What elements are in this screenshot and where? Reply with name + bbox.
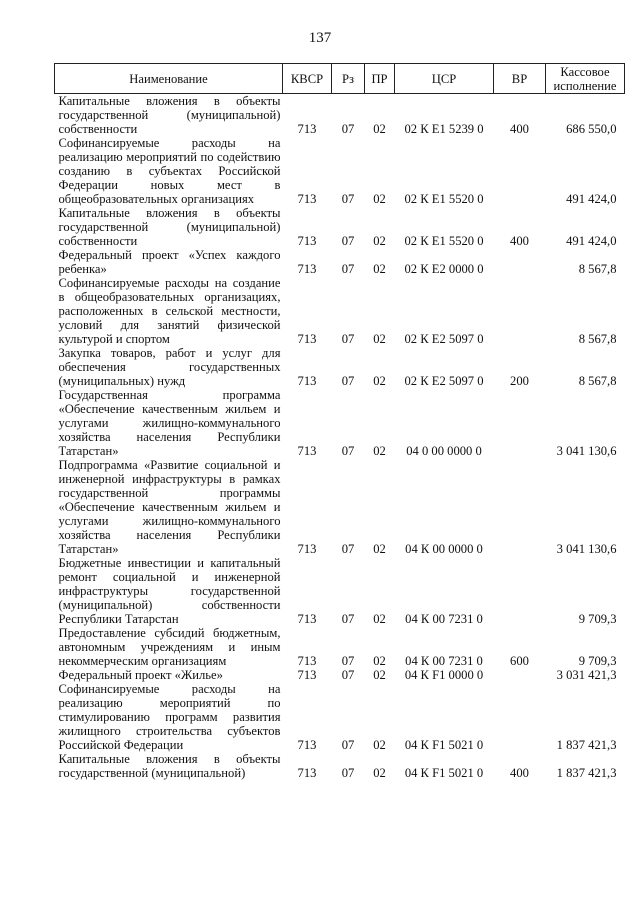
cell-kvsr: 713 <box>297 234 317 248</box>
cell-exec: 3 041 130,6 <box>556 444 617 458</box>
cell-exec: 491 424,0 <box>566 234 617 248</box>
cell-exec: 8 567,8 <box>578 262 617 276</box>
cell-pr: 02 <box>373 738 386 752</box>
cell-name: Закупка товаров, работ и услуг для обеспечения государственных (муниципальных) нужд <box>58 346 281 388</box>
cell-csr: 02 К Е2 5097 0 <box>404 332 484 346</box>
cell-rz: 07 <box>341 612 355 626</box>
cell-name: Капитальные вложения в объекты государственной (муниципальной) <box>58 752 281 780</box>
cell-rz: 07 <box>341 374 355 388</box>
cell-rz: 07 <box>341 192 355 206</box>
cell-pr: 02 <box>373 668 386 682</box>
column-header-rz: Рз <box>332 64 365 94</box>
cell-name: Государственная программа «Обеспечение качественным жильем и услугами жилищно-коммунального хозяйства населения Республики Татарстан» <box>58 388 281 458</box>
table-row <box>55 206 625 248</box>
cell-vr: 400 <box>510 234 529 248</box>
cell-csr: 04 К F1 0000 0 <box>404 668 484 682</box>
cell-kvsr: 713 <box>297 766 317 780</box>
cell-rz: 07 <box>341 122 355 136</box>
cell-kvsr: 713 <box>297 262 317 276</box>
cell-exec: 1 837 421,3 <box>556 738 617 752</box>
cell-vr <box>494 388 546 458</box>
cell-rz: 07 <box>341 766 355 780</box>
cell-vr <box>494 248 546 276</box>
cell-vr <box>494 276 546 346</box>
cell-kvsr: 713 <box>297 654 317 668</box>
cell-rz: 07 <box>341 738 355 752</box>
cell-vr <box>494 682 546 752</box>
cell-exec: 1 837 421,3 <box>556 766 617 780</box>
cell-csr: 04 К F1 5021 0 <box>404 766 484 780</box>
cell-kvsr: 713 <box>297 444 317 458</box>
column-header-vr: ВР <box>494 64 546 94</box>
cell-csr: 04 К F1 5021 0 <box>404 738 484 752</box>
cell-vr: 200 <box>510 374 529 388</box>
cell-pr: 02 <box>373 192 386 206</box>
cell-pr: 02 <box>373 542 386 556</box>
table-row <box>55 668 625 682</box>
cell-exec: 3 031 421,3 <box>556 668 617 682</box>
cell-kvsr: 713 <box>297 332 317 346</box>
column-header-exec: Кассовое исполнение <box>546 64 625 94</box>
cell-exec: 686 550,0 <box>566 122 617 136</box>
table-row <box>55 556 625 626</box>
cell-kvsr: 713 <box>297 612 317 626</box>
table-body <box>55 94 625 781</box>
cell-csr: 02 К Е2 0000 0 <box>404 262 484 276</box>
column-header-pr: ПР <box>365 64 395 94</box>
cell-kvsr: 713 <box>297 374 317 388</box>
cell-csr: 02 К Е1 5239 0 <box>404 122 484 136</box>
cell-name: Предоставление субсидий бюджетным, автономным учреждениям и иным некоммерческим организациям <box>58 626 281 668</box>
cell-kvsr: 713 <box>297 192 317 206</box>
cell-vr: 400 <box>510 766 529 780</box>
cell-name: Федеральный проект «Успех каждого ребенка» <box>58 248 281 276</box>
cell-exec: 9 709,3 <box>578 612 617 626</box>
cell-pr: 02 <box>373 262 386 276</box>
page-number: 137 <box>308 30 332 46</box>
budget-table <box>54 63 625 780</box>
cell-name: Капитальные вложения в объекты государственной (муниципальной) собственности <box>58 94 281 136</box>
cell-name: Подпрограмма «Развитие социальной и инженерной инфраструктуры в рамках государственной программы «Обеспечение качественным жильем и услугами жилищно-коммунального хозяйства населения Республики Татарстан» <box>58 458 281 556</box>
cell-name: Капитальные вложения в объекты государственной (муниципальной) собственности <box>58 206 281 248</box>
cell-exec: 491 424,0 <box>566 192 617 206</box>
cell-rz: 07 <box>341 668 355 682</box>
cell-vr <box>494 556 546 626</box>
cell-csr: 04 К 00 7231 0 <box>405 612 483 626</box>
column-header-kvsr: КВСР <box>283 64 332 94</box>
cell-csr: 04 К 00 0000 0 <box>405 542 483 556</box>
table-header-row <box>55 64 625 94</box>
cell-name: Бюджетные инвестиции и капитальный ремонт социальной и инженерной инфраструктуры государственной (муниципальной) собственности Республики Татарстан <box>58 556 281 626</box>
cell-pr: 02 <box>373 612 386 626</box>
table-row <box>55 94 625 137</box>
cell-vr: 600 <box>510 654 529 668</box>
cell-csr: 04 0 00 0000 0 <box>406 444 482 458</box>
cell-pr: 02 <box>373 332 386 346</box>
cell-kvsr: 713 <box>297 738 317 752</box>
table-row <box>55 248 625 276</box>
cell-rz: 07 <box>341 654 355 668</box>
table-row <box>55 136 625 206</box>
cell-pr: 02 <box>373 766 386 780</box>
cell-exec: 8 567,8 <box>578 332 617 346</box>
cell-vr <box>494 136 546 206</box>
table-row <box>55 458 625 556</box>
table-row <box>55 626 625 668</box>
table-row <box>55 388 625 458</box>
table-row <box>55 682 625 752</box>
column-header-name: Наименование <box>55 64 283 94</box>
cell-csr: 02 К Е1 5520 0 <box>404 192 484 206</box>
cell-vr: 400 <box>510 122 529 136</box>
cell-pr: 02 <box>373 374 386 388</box>
cell-name: Софинансируемые расходы на создание в общеобразовательных организациях, расположенных в сельской местности, условий для занятий физической культурой и спортом <box>58 276 281 346</box>
cell-pr: 02 <box>373 654 386 668</box>
cell-rz: 07 <box>341 262 355 276</box>
cell-exec: 8 567,8 <box>578 374 617 388</box>
cell-vr <box>494 458 546 556</box>
cell-exec: 9 709,3 <box>578 654 617 668</box>
cell-name: Софинансируемые расходы на реализацию мероприятий по содействию созданию в субъектах Российской Федерации новых мест в общеобразовательных организациях <box>58 136 281 206</box>
cell-csr: 02 К Е1 5520 0 <box>404 234 484 248</box>
table-row <box>55 752 625 780</box>
cell-rz: 07 <box>341 234 355 248</box>
cell-name: Федеральный проект «Жилье» <box>58 668 223 682</box>
cell-rz: 07 <box>341 332 355 346</box>
cell-rz: 07 <box>341 542 355 556</box>
cell-pr: 02 <box>373 122 386 136</box>
cell-exec: 3 041 130,6 <box>556 542 617 556</box>
cell-vr <box>494 668 546 682</box>
cell-kvsr: 713 <box>297 122 317 136</box>
cell-csr: 02 К Е2 5097 0 <box>404 374 484 388</box>
cell-rz: 07 <box>341 444 355 458</box>
cell-kvsr: 713 <box>297 542 317 556</box>
cell-pr: 02 <box>373 234 386 248</box>
cell-pr: 02 <box>373 444 386 458</box>
cell-name: Софинансируемые расходы на реализацию мероприятий по стимулированию программ развития жилищного строительства субъектов Российской Федерации <box>58 682 281 752</box>
table-row <box>55 346 625 388</box>
cell-csr: 04 К 00 7231 0 <box>405 654 483 668</box>
column-header-csr: ЦСР <box>395 64 494 94</box>
cell-kvsr: 713 <box>297 668 317 682</box>
table-row <box>55 276 625 346</box>
